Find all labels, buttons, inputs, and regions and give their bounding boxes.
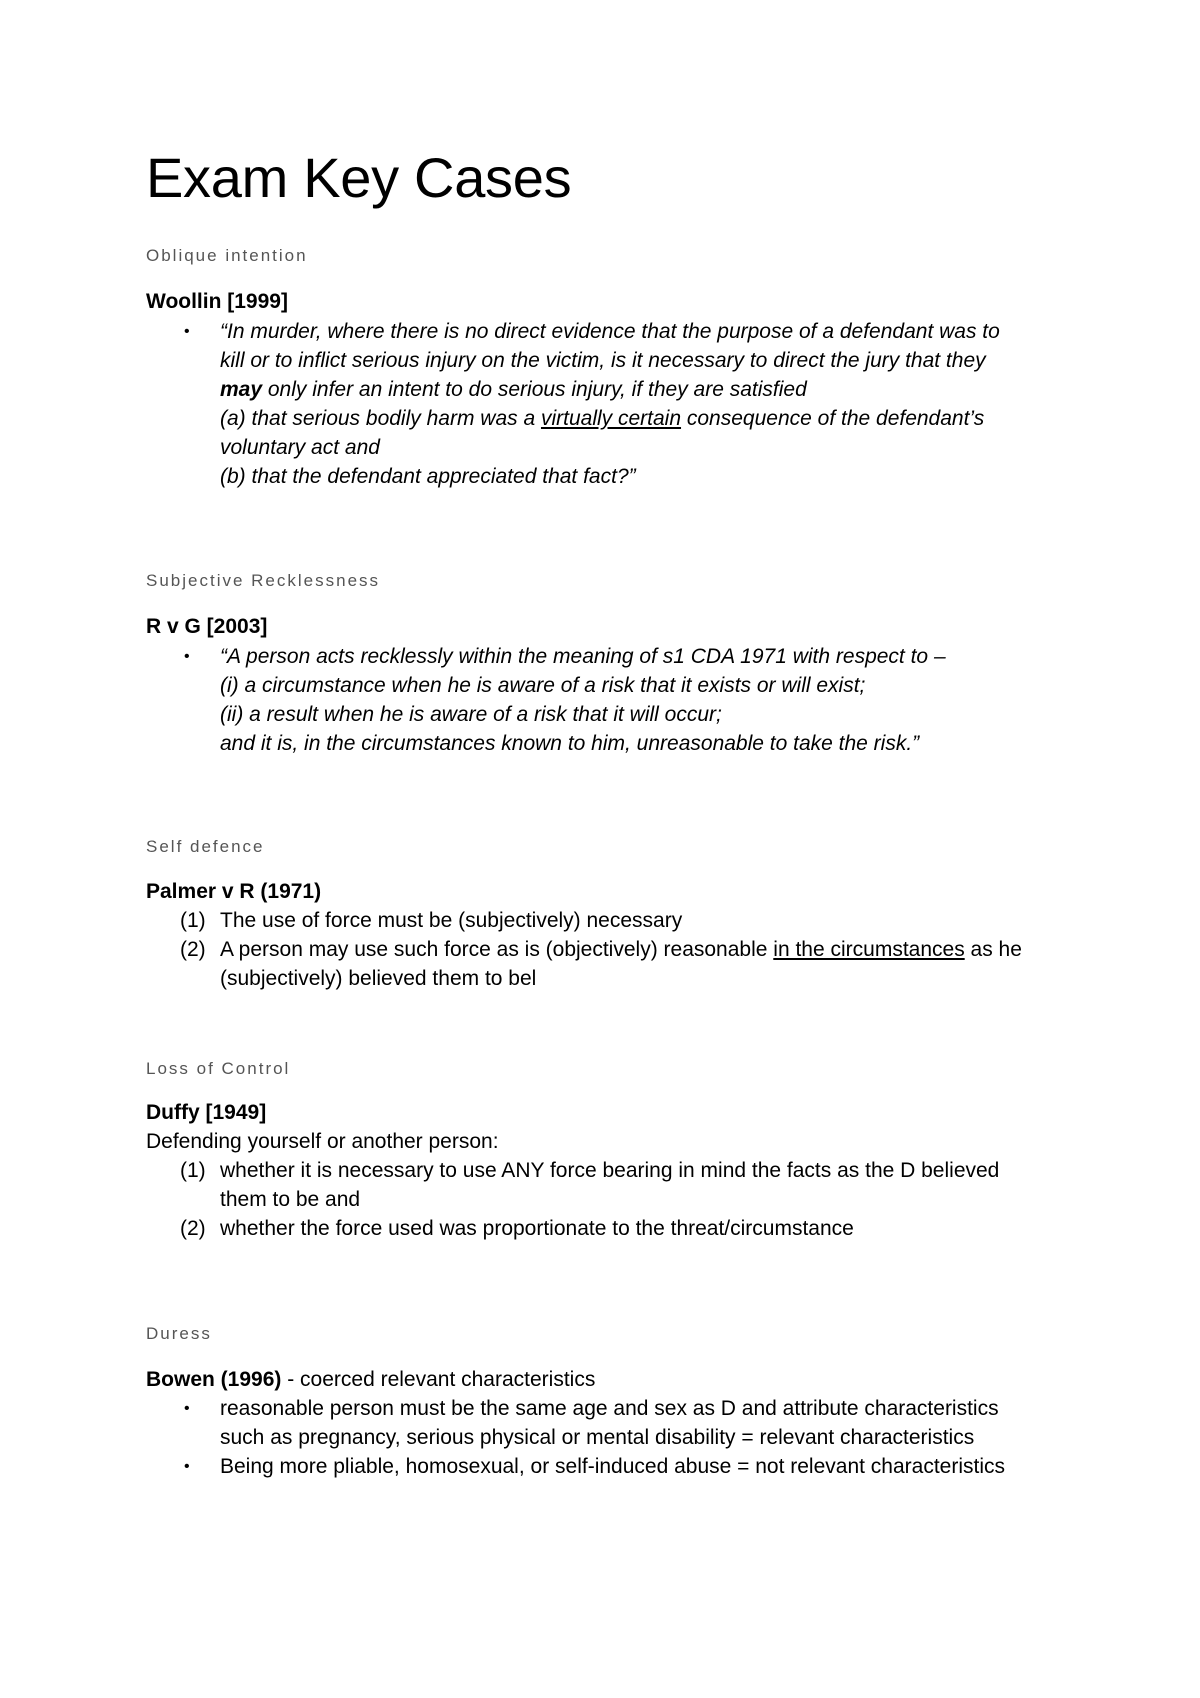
intro-text: Defending yourself or another person: [146,1130,499,1153]
list-item [220,935,1022,964]
list-number: (2) [180,938,206,961]
quote-line: kill or to inflict serious injury on the victim, is it necessary to direct the jury that they [220,349,986,372]
case-name: R v G [2003] [146,615,268,638]
section-heading: Oblique intention [146,246,308,265]
quote-line: and it is, in the circumstances known to him, unreasonable to take the risk.” [220,732,920,755]
emphasis-text: may [220,378,263,401]
list-item: The use of force must be (subjectively) necessary [220,909,683,932]
bullet-icon: • [184,1458,190,1475]
document-title: Exam Key Cases [146,146,572,209]
section-heading: Loss of Control [146,1059,291,1078]
case-name: Woollin [1999] [146,290,288,313]
bullet-icon: • [184,648,190,665]
list-number: (1) [180,909,206,932]
list-item-continuation: such as pregnancy, serious physical or mental disability = relevant characteristics [220,1426,975,1449]
list-item: whether the force used was proportionate to the threat/circumstance [220,1217,854,1240]
section-heading: Duress [146,1324,212,1343]
list-item: whether it is necessary to use ANY force bearing in mind the facts as the D believed [220,1159,1000,1182]
item-text: as he [964,938,1022,961]
quote-line: “In murder, where there is no direct evidence that the purpose of a defendant was to [220,320,1000,343]
quote-line: voluntary act and [220,436,380,459]
underlined-text: in the circumstances [773,938,965,961]
section-heading: Subjective Recklessness [146,571,381,590]
case-name [146,1365,595,1394]
list-item-continuation: (subjectively) believed them to bel [220,967,537,990]
underlined-text: virtually certain [540,407,682,430]
quote-line: (b) that the defendant appreciated that fact?” [220,465,636,488]
quote-text: (a) that serious bodily harm was a [220,407,541,430]
list-item: Being more pliable, homosexual, or self-induced abuse = not relevant characteristics [220,1455,1006,1478]
case-description: - coerced relevant characteristics [281,1368,596,1391]
quote-line: “A person acts recklessly within the meaning of s1 CDA 1971 with respect to – [220,645,946,668]
list-number: (1) [180,1159,206,1182]
list-number: (2) [180,1217,206,1240]
case-title: Bowen (1996) [146,1368,282,1391]
quote-line: (ii) a result when he is aware of a risk that it will occur; [220,703,722,726]
quote-line [220,375,807,404]
case-name: Palmer v R (1971) [146,880,322,903]
quote-line: (i) a circumstance when he is aware of a risk that it exists or will exist; [220,674,866,697]
list-item-continuation: them to be and [220,1188,361,1211]
section-heading: Self defence [146,837,265,856]
quote-text: only infer an intent to do serious injury, if they are satisfied [262,378,807,401]
list-item: reasonable person must be the same age and sex as D and attribute characteristics [220,1397,999,1420]
quote-line [220,404,984,433]
bullet-icon: • [184,1400,190,1417]
quote-text: consequence of the defendant’s [681,407,985,430]
item-text: A person may use such force as is (objectively) reasonable [220,938,774,961]
case-name: Duffy [1949] [146,1101,267,1124]
bullet-icon: • [184,323,190,340]
